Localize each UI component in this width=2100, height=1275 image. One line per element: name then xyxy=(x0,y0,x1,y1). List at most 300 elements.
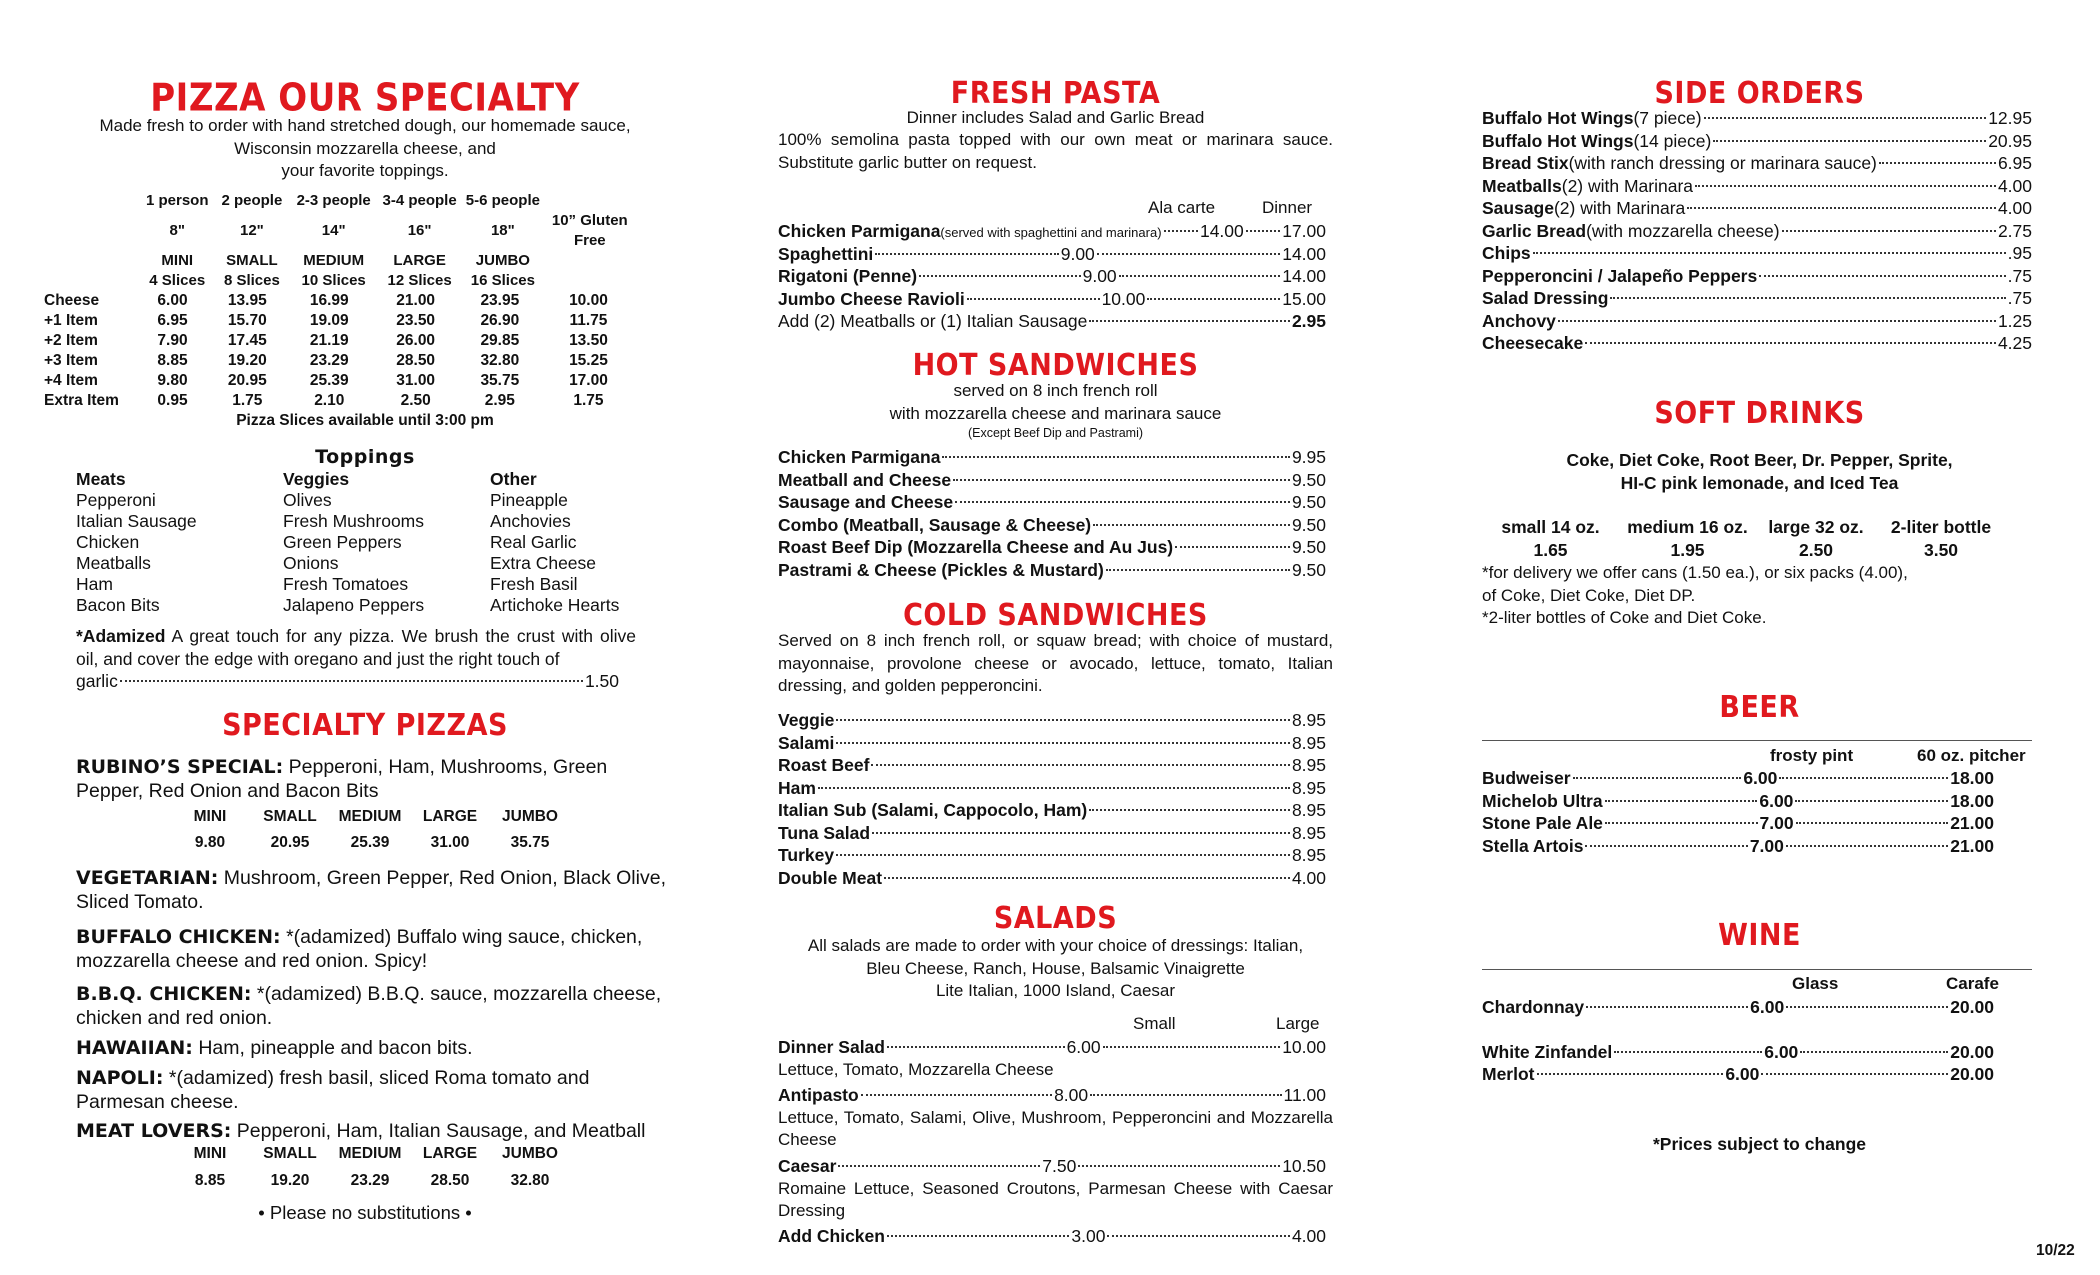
pizza-price-cell: 26.90 xyxy=(480,312,520,329)
item-name: Turkey xyxy=(778,845,835,865)
hawaiian-name: HAWAIIAN: xyxy=(76,1037,193,1059)
salad-dinner xyxy=(778,1036,1326,1081)
pizza-price-cell: 31.00 xyxy=(396,372,436,389)
pasta-row xyxy=(778,288,1326,311)
item-note: (2) with Marinara xyxy=(1553,198,1686,218)
salad-small-price: 3.00 xyxy=(1071,1226,1106,1246)
dot-leader xyxy=(1786,1006,1948,1008)
item-name: Anchovy xyxy=(1482,310,1556,331)
salads-col-large: Large xyxy=(1276,1014,1320,1033)
pizza-price-cell: 0.95 xyxy=(157,392,188,409)
pasta-dinner-price: 17.00 xyxy=(1282,221,1326,241)
pizza-price-table xyxy=(44,291,635,411)
item-name: Chips xyxy=(1482,243,1531,263)
dot-leader xyxy=(872,832,1290,834)
wine-title: WINE xyxy=(1718,918,1801,953)
dot-leader xyxy=(1558,320,1996,322)
drink-price-2: 21.00 xyxy=(1950,813,1994,833)
cold-sandwich-row xyxy=(778,799,1326,822)
date-code: 10/22 xyxy=(2036,1242,2075,1259)
dot-leader xyxy=(1097,253,1280,255)
pizza-desc-line: Made fresh to order with hand stretched dough, our homemade sauce, xyxy=(99,116,631,135)
toppings-grid xyxy=(76,469,697,616)
pizza-price-cell: 6.95 xyxy=(157,312,188,329)
pizza-price-cell: 26.00 xyxy=(396,332,436,349)
side-order-row xyxy=(1482,332,2032,355)
pizza-price-cell: 17.45 xyxy=(227,332,267,349)
dot-leader xyxy=(1610,297,2005,299)
size-name: SMALL xyxy=(226,252,278,269)
topping-item: Artichoke Hearts xyxy=(490,595,620,615)
dot-leader xyxy=(1533,252,2006,254)
pizza-price-cell: 6.00 xyxy=(157,292,188,309)
drink-name: Merlot xyxy=(1482,1064,1535,1084)
side-order-row xyxy=(1482,287,2032,310)
topping-item: Real Garlic xyxy=(490,532,577,552)
drinks-list-line: Coke, Diet Coke, Root Beer, Dr. Pepper, Sprite, xyxy=(1566,450,1953,470)
wine-col-carafe: Carafe xyxy=(1946,974,1999,993)
pasta-name: Chicken Parmigana xyxy=(778,221,941,241)
side-order-row xyxy=(1482,197,2032,220)
dot-leader xyxy=(1605,800,1758,802)
buffalo-desc: *(adamized) Buffalo wing sauce, chicken, mozzarella cheese and red onion. Spicy! xyxy=(76,926,643,972)
pizza-price-cell: 13.50 xyxy=(569,332,608,349)
salads-description xyxy=(778,935,1333,1003)
size-label: MEDIUM xyxy=(338,1145,402,1162)
toppings-heading: Other xyxy=(490,469,537,489)
size-inches: 8" xyxy=(169,222,185,239)
pasta-addon-price: 2.95 xyxy=(1291,311,1326,331)
salad-small-price: 7.50 xyxy=(1042,1156,1077,1176)
pizza-price-cell: 21.19 xyxy=(309,332,349,349)
item-name: Salami xyxy=(778,732,835,753)
adamized-price-row xyxy=(76,670,619,693)
item-name: Meatball and Cheese xyxy=(778,469,952,490)
salad-small-price: 8.00 xyxy=(1054,1085,1089,1105)
topping-item: Bacon Bits xyxy=(76,595,160,615)
hot-sandwiches-title: HOT SANDWICHES xyxy=(912,348,1199,383)
pizza-price-cell: 10.00 xyxy=(569,292,608,309)
beer-row xyxy=(1482,812,1994,835)
pasta-dinner-price: 15.00 xyxy=(1282,288,1327,309)
pasta-description: 100% semolina pasta topped with our own meat or marinara sauce. Substitute garlic butter on request. xyxy=(778,130,1333,172)
adamized-text: A great touch for any pizza. We brush the crust with olive oil, and cover the edge with oregano and just the right touch of xyxy=(76,626,636,669)
side-order-row xyxy=(1482,107,2032,130)
drink-size: medium 16 oz. xyxy=(1627,517,1748,537)
pasta-title: FRESH PASTA xyxy=(950,76,1161,111)
drinks-note: of Coke, Diet Coke, Diet DP. xyxy=(1482,585,1696,605)
drink-price: 1.65 xyxy=(1533,540,1568,560)
pasta-note: (served with spaghettini and marinara) xyxy=(940,225,1162,240)
size-label: JUMBO xyxy=(502,1145,558,1162)
napoli-name: NAPOLI: xyxy=(76,1067,164,1089)
meat-lovers-sizes xyxy=(170,1145,570,1163)
pizza-price-cell: 28.50 xyxy=(396,352,436,369)
drink-price-1: 6.00 xyxy=(1759,790,1794,811)
pizza-price-cell: 1.75 xyxy=(573,392,604,409)
pizza-price-cell: 8.85 xyxy=(157,352,188,369)
pasta-list xyxy=(778,220,1326,310)
item-price: 6.95 xyxy=(1997,153,2032,173)
item-note: (14 piece) xyxy=(1633,130,1712,151)
pizza-price-cell: 7.90 xyxy=(157,332,188,349)
dot-leader xyxy=(1695,185,1996,187)
size-price: 35.75 xyxy=(510,834,550,851)
size-inches: 14" xyxy=(321,222,346,239)
slices-note: Pizza Slices available until 3:00 pm xyxy=(236,412,494,429)
salad-large-price: 4.00 xyxy=(1291,1226,1326,1246)
item-name: Sausage and Cheese xyxy=(778,492,954,512)
pizza-price-cell: 19.09 xyxy=(309,312,349,329)
salad-name: Dinner Salad xyxy=(778,1037,885,1057)
size-name: LARGE xyxy=(393,252,446,269)
item-price: 9.95 xyxy=(1291,447,1326,467)
beer-col-pint: frosty pint xyxy=(1770,746,1854,765)
hawaiian-pizza xyxy=(76,1036,676,1060)
dot-leader xyxy=(1585,342,1996,344)
rubino-prices xyxy=(170,834,570,852)
item-name: Combo (Meatball, Sausage & Cheese) xyxy=(778,514,1092,535)
dot-leader xyxy=(1782,230,1996,232)
dot-leader xyxy=(1713,140,1986,142)
buffalo-name: BUFFALO CHICKEN: xyxy=(76,926,281,948)
salad-large-price: 10.50 xyxy=(1282,1156,1326,1176)
rubino-sizes xyxy=(170,808,570,826)
meat-lovers-desc: Pepperoni, Ham, Italian Sausage, and Meatball xyxy=(231,1120,646,1142)
beer-row xyxy=(1482,835,1994,858)
item-name: Bread Stix xyxy=(1482,153,1569,173)
pasta-name: Rigatoni (Penne) xyxy=(778,266,918,286)
side-order-row xyxy=(1482,220,2032,243)
salad-add-chicken xyxy=(778,1225,1326,1248)
pasta-row xyxy=(778,265,1326,288)
pizza-price-cell: 19.20 xyxy=(227,352,267,369)
toppings-column xyxy=(490,469,697,616)
toppings-column xyxy=(76,469,283,616)
cold-sandwich-row xyxy=(778,844,1326,867)
pizza-price-label: +3 Item xyxy=(44,352,98,369)
hot-sub1: served on 8 inch french roll xyxy=(953,381,1158,400)
pizza-price-row xyxy=(44,391,635,411)
cold-description: Served on 8 inch french roll, or squaw bread; with choice of mustard, mayonnaise, provolone cheese or avocado, lettuce, tomato, Italian dressing, and golden pepperoncini. xyxy=(778,631,1333,695)
drinks-list-line: HI-C pink lemonade, and Iced Tea xyxy=(1620,472,1899,493)
cold-sandwich-row xyxy=(778,822,1326,845)
specialty-title: SPECIALTY PIZZAS xyxy=(222,708,508,743)
item-name: Garlic Bread xyxy=(1482,220,1587,241)
item-price: 12.95 xyxy=(1988,108,2032,128)
size-slices: 10 Slices xyxy=(301,272,366,289)
dot-leader xyxy=(875,253,1058,255)
drink-name: Stella Artois xyxy=(1482,835,1584,856)
rubino-name: RUBINO’S SPECIAL: xyxy=(76,756,284,778)
item-price: 9.50 xyxy=(1291,559,1326,580)
topping-item: Italian Sausage xyxy=(76,511,197,531)
dot-leader xyxy=(818,787,1290,789)
beer-title: BEER xyxy=(1719,690,1800,725)
item-name: Chicken Parmigana xyxy=(778,447,941,467)
item-name: Veggie xyxy=(778,710,835,730)
size-price: 19.20 xyxy=(270,1172,310,1189)
drinks-notes xyxy=(1482,562,2037,630)
hot-sub3: (Except Beef Dip and Pastrami) xyxy=(967,426,1144,440)
drink-price-2: 20.00 xyxy=(1950,997,1994,1017)
salad-large-price: 11.00 xyxy=(1283,1085,1327,1105)
dot-leader xyxy=(1147,298,1280,300)
drink-size: 2-liter bottle xyxy=(1890,517,1992,537)
drink-price-1: 6.00 xyxy=(1764,1041,1799,1062)
dot-leader xyxy=(1537,1073,1724,1075)
dot-leader xyxy=(1704,117,1987,119)
wine-list xyxy=(1482,996,1994,1086)
item-price: 20.95 xyxy=(1988,130,2032,151)
item-name: Pastrami & Cheese (Pickles & Mustard) xyxy=(778,559,1104,580)
size-people: 3-4 people xyxy=(382,192,457,209)
adamized-last-word: garlic xyxy=(76,671,118,691)
toppings-column xyxy=(283,469,490,616)
hot-sub2: with mozzarella cheese and marinara sauce xyxy=(889,404,1222,423)
pizza-price-cell: 32.80 xyxy=(480,352,520,369)
drink-price-2: 21.00 xyxy=(1950,835,1995,856)
bbq-desc: *(adamized) B.B.Q. sauce, mozzarella cheese, chicken and red onion. xyxy=(76,983,662,1029)
cold-sandwich-list xyxy=(778,709,1326,889)
side-order-row xyxy=(1482,130,2032,153)
drink-price-1: 7.00 xyxy=(1749,835,1784,856)
item-price: 4.00 xyxy=(1997,198,2032,218)
dot-leader xyxy=(836,719,1290,721)
topping-item: Fresh Basil xyxy=(490,574,578,594)
salad-name: Add Chicken xyxy=(778,1226,885,1246)
size-people: 1 person xyxy=(145,192,209,209)
size-name: MINI xyxy=(161,252,194,269)
item-name: Roast Beef xyxy=(778,755,870,775)
topping-item: Jalapeno Peppers xyxy=(283,595,425,615)
item-price: 4.00 xyxy=(1291,867,1326,888)
toppings-title: Toppings xyxy=(315,446,415,468)
dot-leader xyxy=(955,501,1290,503)
size-label: MINI xyxy=(193,1145,227,1162)
pizza-price-label: +1 Item xyxy=(44,312,98,329)
rubino-special xyxy=(76,755,676,803)
item-price: .95 xyxy=(2007,243,2032,263)
size-slices: 8 Slices xyxy=(223,272,280,289)
salad-row xyxy=(778,1036,1326,1059)
item-name: Cheesecake xyxy=(1482,333,1584,353)
size-price: 25.39 xyxy=(350,834,390,851)
pizza-desc-line: Wisconsin mozzarella cheese, and xyxy=(234,138,496,158)
drink-price: 2.50 xyxy=(1798,540,1834,560)
drink-name: Chardonnay xyxy=(1482,997,1585,1017)
hawaiian-desc: Ham, pineapple and bacon bits. xyxy=(192,1037,473,1059)
dot-leader xyxy=(884,877,1290,879)
salads-col-small: Small xyxy=(1133,1014,1176,1033)
pasta-dinner-price: 14.00 xyxy=(1282,243,1327,264)
pasta-col-dinner: Dinner xyxy=(1262,198,1313,217)
item-price: 4.25 xyxy=(1997,333,2032,353)
topping-item: Fresh Mushrooms xyxy=(283,511,425,531)
prices-subject-note: *Prices subject to change xyxy=(1653,1134,1866,1154)
wine-divider xyxy=(1482,969,2032,970)
size-label: MEDIUM xyxy=(338,808,402,825)
size-price: 28.50 xyxy=(430,1172,470,1189)
salad-small-price: 6.00 xyxy=(1066,1037,1101,1057)
item-price: 8.95 xyxy=(1291,710,1326,730)
soft-drinks-title: SOFT DRINKS xyxy=(1654,396,1865,431)
item-name: Buffalo Hot Wings xyxy=(1482,130,1634,151)
salad-desc: Lettuce, Tomato, Salami, Olive, Mushroom, Pepperoncini and Mozzarella Cheese xyxy=(778,1107,1333,1149)
item-name: Salad Dressing xyxy=(1482,288,1609,308)
drink-price: 3.50 xyxy=(1923,540,1959,560)
drink-size: small 14 oz. xyxy=(1501,517,1600,537)
pizza-price-cell: 29.85 xyxy=(480,332,520,349)
drink-prices xyxy=(1482,540,2032,561)
wine-row xyxy=(1482,1041,1994,1064)
dot-leader xyxy=(1800,1051,1948,1053)
beer-row xyxy=(1482,767,1994,790)
topping-item: Green Peppers xyxy=(283,532,402,552)
topping-item: Anchovies xyxy=(490,511,571,531)
dot-leader xyxy=(1585,845,1747,847)
cold-sandwich-row xyxy=(778,709,1326,732)
item-price: 8.95 xyxy=(1291,732,1326,753)
gluten-free-label: 10” Gluten Free xyxy=(551,212,628,249)
hot-sandwich-row xyxy=(778,491,1326,514)
pizza-price-label: +2 Item xyxy=(44,332,98,349)
size-label: LARGE xyxy=(422,808,478,825)
drink-name: Stone Pale Ale xyxy=(1482,813,1603,833)
pizza-price-cell: 13.95 xyxy=(227,292,267,309)
pasta-ala-price: 10.00 xyxy=(1101,288,1146,309)
pasta-ala-price: 14.00 xyxy=(1199,221,1244,241)
pizza-price-row xyxy=(44,291,635,311)
topping-item: Extra Cheese xyxy=(490,553,597,573)
pizza-price-cell: 23.29 xyxy=(309,352,349,369)
dot-leader xyxy=(1779,777,1948,779)
dot-leader xyxy=(1089,809,1290,811)
no-substitutions: • Please no substitutions • xyxy=(258,1202,472,1223)
salads-desc-line: Bleu Cheese, Ranch, House, Balsamic Vinaigrette xyxy=(866,958,1245,978)
pizza-description xyxy=(40,115,690,183)
dot-leader xyxy=(1796,822,1949,824)
pizza-price-cell: 23.95 xyxy=(480,292,520,309)
pizza-price-cell: 2.10 xyxy=(314,392,345,409)
dot-leader xyxy=(1586,1006,1748,1008)
drink-price-1: 6.00 xyxy=(1750,997,1785,1017)
salad-name: Caesar xyxy=(778,1156,837,1176)
size-slices: 16 Slices xyxy=(470,272,535,289)
size-slices: 4 Slices xyxy=(149,272,206,289)
pizza-price-cell: 1.75 xyxy=(232,392,263,409)
pizza-size-header xyxy=(140,191,635,291)
bbq-name: B.B.Q. CHICKEN: xyxy=(76,983,252,1005)
toppings-heading: Veggies xyxy=(283,469,350,489)
size-people: 2 people xyxy=(221,192,283,209)
pizza-price-cell: 20.95 xyxy=(227,372,267,389)
size-name: JUMBO xyxy=(475,252,530,269)
item-price: 1.25 xyxy=(1997,310,2032,331)
drink-name: Budweiser xyxy=(1482,768,1571,788)
salads-desc-line: Lite Italian, 1000 Island, Caesar xyxy=(935,981,1176,1000)
side-order-row xyxy=(1482,175,2032,198)
drink-price-2: 20.00 xyxy=(1950,1064,1995,1084)
size-slices: 12 Slices xyxy=(387,272,452,289)
topping-item: Pepperoni xyxy=(76,490,156,510)
pasta-name: Spaghettini xyxy=(778,243,874,264)
size-label: MINI xyxy=(193,808,227,825)
dot-leader xyxy=(919,275,1081,277)
item-price: 8.95 xyxy=(1291,845,1326,865)
pasta-subtitle: Dinner includes Salad and Garlic Bread xyxy=(906,108,1205,127)
drink-name: White Zinfandel xyxy=(1482,1041,1613,1062)
rubino-desc: Pepperoni, Ham, Mushrooms, Green Pepper, Red Onion and Bacon Bits xyxy=(76,756,608,802)
size-inches: 16" xyxy=(407,222,432,239)
pizza-price-row xyxy=(44,331,635,351)
dot-leader xyxy=(1573,777,1742,779)
dot-leader xyxy=(1175,546,1290,548)
vegetarian-pizza xyxy=(76,866,676,914)
pizza-title: PIZZA OUR SPECIALTY xyxy=(150,75,580,121)
drink-sizes xyxy=(1482,517,2032,538)
pizza-price-cell: 15.70 xyxy=(227,312,267,329)
adamized-note xyxy=(76,625,636,670)
hot-sandwich-row xyxy=(778,514,1326,537)
dot-leader xyxy=(1246,230,1280,232)
pizza-price-row xyxy=(44,371,635,391)
pasta-row xyxy=(778,243,1326,266)
side-order-row xyxy=(1482,310,2032,333)
dot-leader xyxy=(1687,207,1996,209)
meat-lovers-prices xyxy=(170,1172,570,1190)
topping-item: Onions xyxy=(283,553,339,573)
dot-leader xyxy=(1119,275,1281,277)
dot-leader xyxy=(836,742,1290,744)
pizza-price-cell: 16.99 xyxy=(309,292,349,309)
salad-caesar xyxy=(778,1155,1333,1223)
wine-row xyxy=(1482,1063,1994,1086)
beer-divider xyxy=(1482,740,2032,741)
item-price: 8.95 xyxy=(1291,822,1326,843)
item-name: Italian Sub (Salami, Cappocolo, Ham) xyxy=(778,800,1088,820)
dot-leader xyxy=(1614,1051,1762,1053)
beer-list xyxy=(1482,767,1994,857)
cold-sandwich-row xyxy=(778,754,1326,777)
size-inches: 18" xyxy=(490,222,515,239)
drink-price-2: 20.00 xyxy=(1950,1041,1995,1062)
item-price: .75 xyxy=(2007,265,2032,286)
pizza-price-cell: 21.00 xyxy=(396,292,436,309)
napoli-desc: *(adamized) fresh basil, sliced Roma tomato and Parmesan cheese. xyxy=(76,1067,590,1113)
topping-item: Olives xyxy=(283,490,332,510)
side-orders-title: SIDE ORDERS xyxy=(1654,76,1865,111)
item-price: 8.95 xyxy=(1291,777,1326,798)
size-label: SMALL xyxy=(263,1145,317,1162)
pizza-price-cell: 9.80 xyxy=(157,372,188,389)
wine-row xyxy=(1482,996,1994,1019)
size-people: 2-3 people xyxy=(296,192,371,209)
salad-large-price: 10.00 xyxy=(1282,1037,1326,1057)
pizza-price-cell: 17.00 xyxy=(569,372,608,389)
soft-drinks-list xyxy=(1482,449,2037,494)
item-price: 8.95 xyxy=(1291,800,1326,820)
size-people: 5-6 people xyxy=(465,192,540,209)
dot-leader xyxy=(836,854,1290,856)
hot-sandwich-row xyxy=(778,536,1326,559)
drink-price-1: 6.00 xyxy=(1725,1064,1760,1084)
buffalo-pizza xyxy=(76,925,676,973)
pizza-price-cell: 2.95 xyxy=(484,392,515,409)
hot-sandwich-row xyxy=(778,469,1326,492)
drink-price-2: 18.00 xyxy=(1950,768,1995,788)
item-name: Double Meat xyxy=(778,867,883,888)
